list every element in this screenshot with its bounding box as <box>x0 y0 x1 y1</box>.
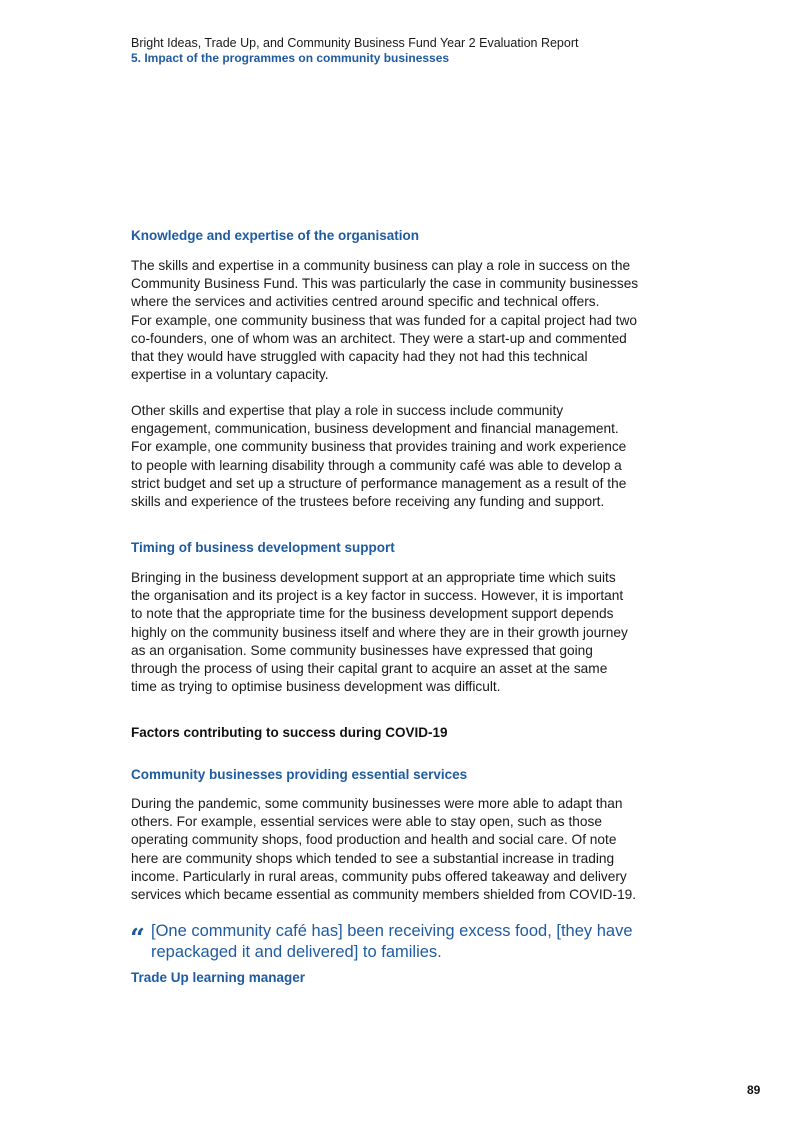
text-line: here are community shops which tended to see a substantial increase in trading <box>131 850 615 866</box>
paragraph-timing <box>131 569 676 696</box>
text-line: through the process of using their capital grant to acquire an asset at the same <box>131 661 608 677</box>
text-line: to people with learning disability through a community café was able to develop a <box>131 457 622 473</box>
text-line: Bringing in the business development support at an appropriate time which suits <box>131 570 616 585</box>
text-line: income. Particularly in rural areas, community pubs offered takeaway and delivery <box>131 868 627 884</box>
quote-text <box>151 921 681 962</box>
text-line: time as trying to optimise business development was difficult. <box>131 679 501 695</box>
text-line: Other skills and expertise that play a role in success include community <box>131 403 564 418</box>
heading-knowledge-expertise: Knowledge and expertise of the organisation <box>131 228 420 243</box>
text-line: as an organisation. Some community businesses have expressed that going <box>131 642 593 658</box>
quote-mark-icon: “ <box>130 924 145 954</box>
section-title: 5. Impact of the programmes on community businesses <box>131 51 450 65</box>
text-line: strict budget and set up a structure of performance management as a result of the <box>131 475 627 491</box>
text-line: engagement, communication, business development and financial management. <box>131 421 619 437</box>
text-line: For example, one community business that provides training and work experience <box>131 439 627 455</box>
text-line: services which became essential as community members shielded from COVID-19. <box>131 887 637 903</box>
report-title: Bright Ideas, Trade Up, and Community Business Fund Year 2 Evaluation Report <box>131 36 579 50</box>
text-line: The skills and expertise in a community business can play a role in success on the <box>131 258 631 273</box>
text-line: highly on the community business itself and where they are in their growth journey <box>131 624 628 640</box>
heading-covid-factors: Factors contributing to success during COVID-19 <box>131 725 448 740</box>
text-line: For example, one community business that was funded for a capital project had two <box>131 312 637 328</box>
quote-line: [One community café has] been receiving excess food, [they have <box>151 922 633 940</box>
paragraph-covid <box>131 795 676 904</box>
text-line: operating community shops, food production and health and social care. Of note <box>131 832 617 848</box>
text-line: to note that the appropriate time for the business development support depends <box>131 606 614 622</box>
paragraph-knowledge-2 <box>131 402 676 511</box>
text-line: co-founders, one of whom was an architect. They were a start-up and commented <box>131 330 627 346</box>
paragraph-knowledge-1 <box>131 257 676 384</box>
text-line: Community Business Fund. This was particularly the case in community businesses <box>131 276 639 292</box>
text-line: the organisation and its project is a key factor in success. However, it is important <box>131 588 624 604</box>
quote-line: repackaged it and delivered] to families. <box>151 942 442 961</box>
text-line: expertise in a voluntary capacity. <box>131 367 329 383</box>
heading-timing-support: Timing of business development support <box>131 540 395 555</box>
text-line: skills and experience of the trustees before receiving any funding and support. <box>131 494 605 510</box>
text-line: that they would have struggled with capacity had they not had this technical <box>131 349 588 365</box>
page-number: 89 <box>747 1083 761 1097</box>
text-line: others. For example, essential services were able to stay open, such as those <box>131 814 602 830</box>
quote-attribution: Trade Up learning manager <box>131 970 306 985</box>
heading-essential-services: Community businesses providing essential services <box>131 767 468 782</box>
text-line: During the pandemic, some community businesses were more able to adapt than <box>131 796 623 811</box>
text-line: where the services and activities centred around specific and technical offers. <box>131 294 600 310</box>
